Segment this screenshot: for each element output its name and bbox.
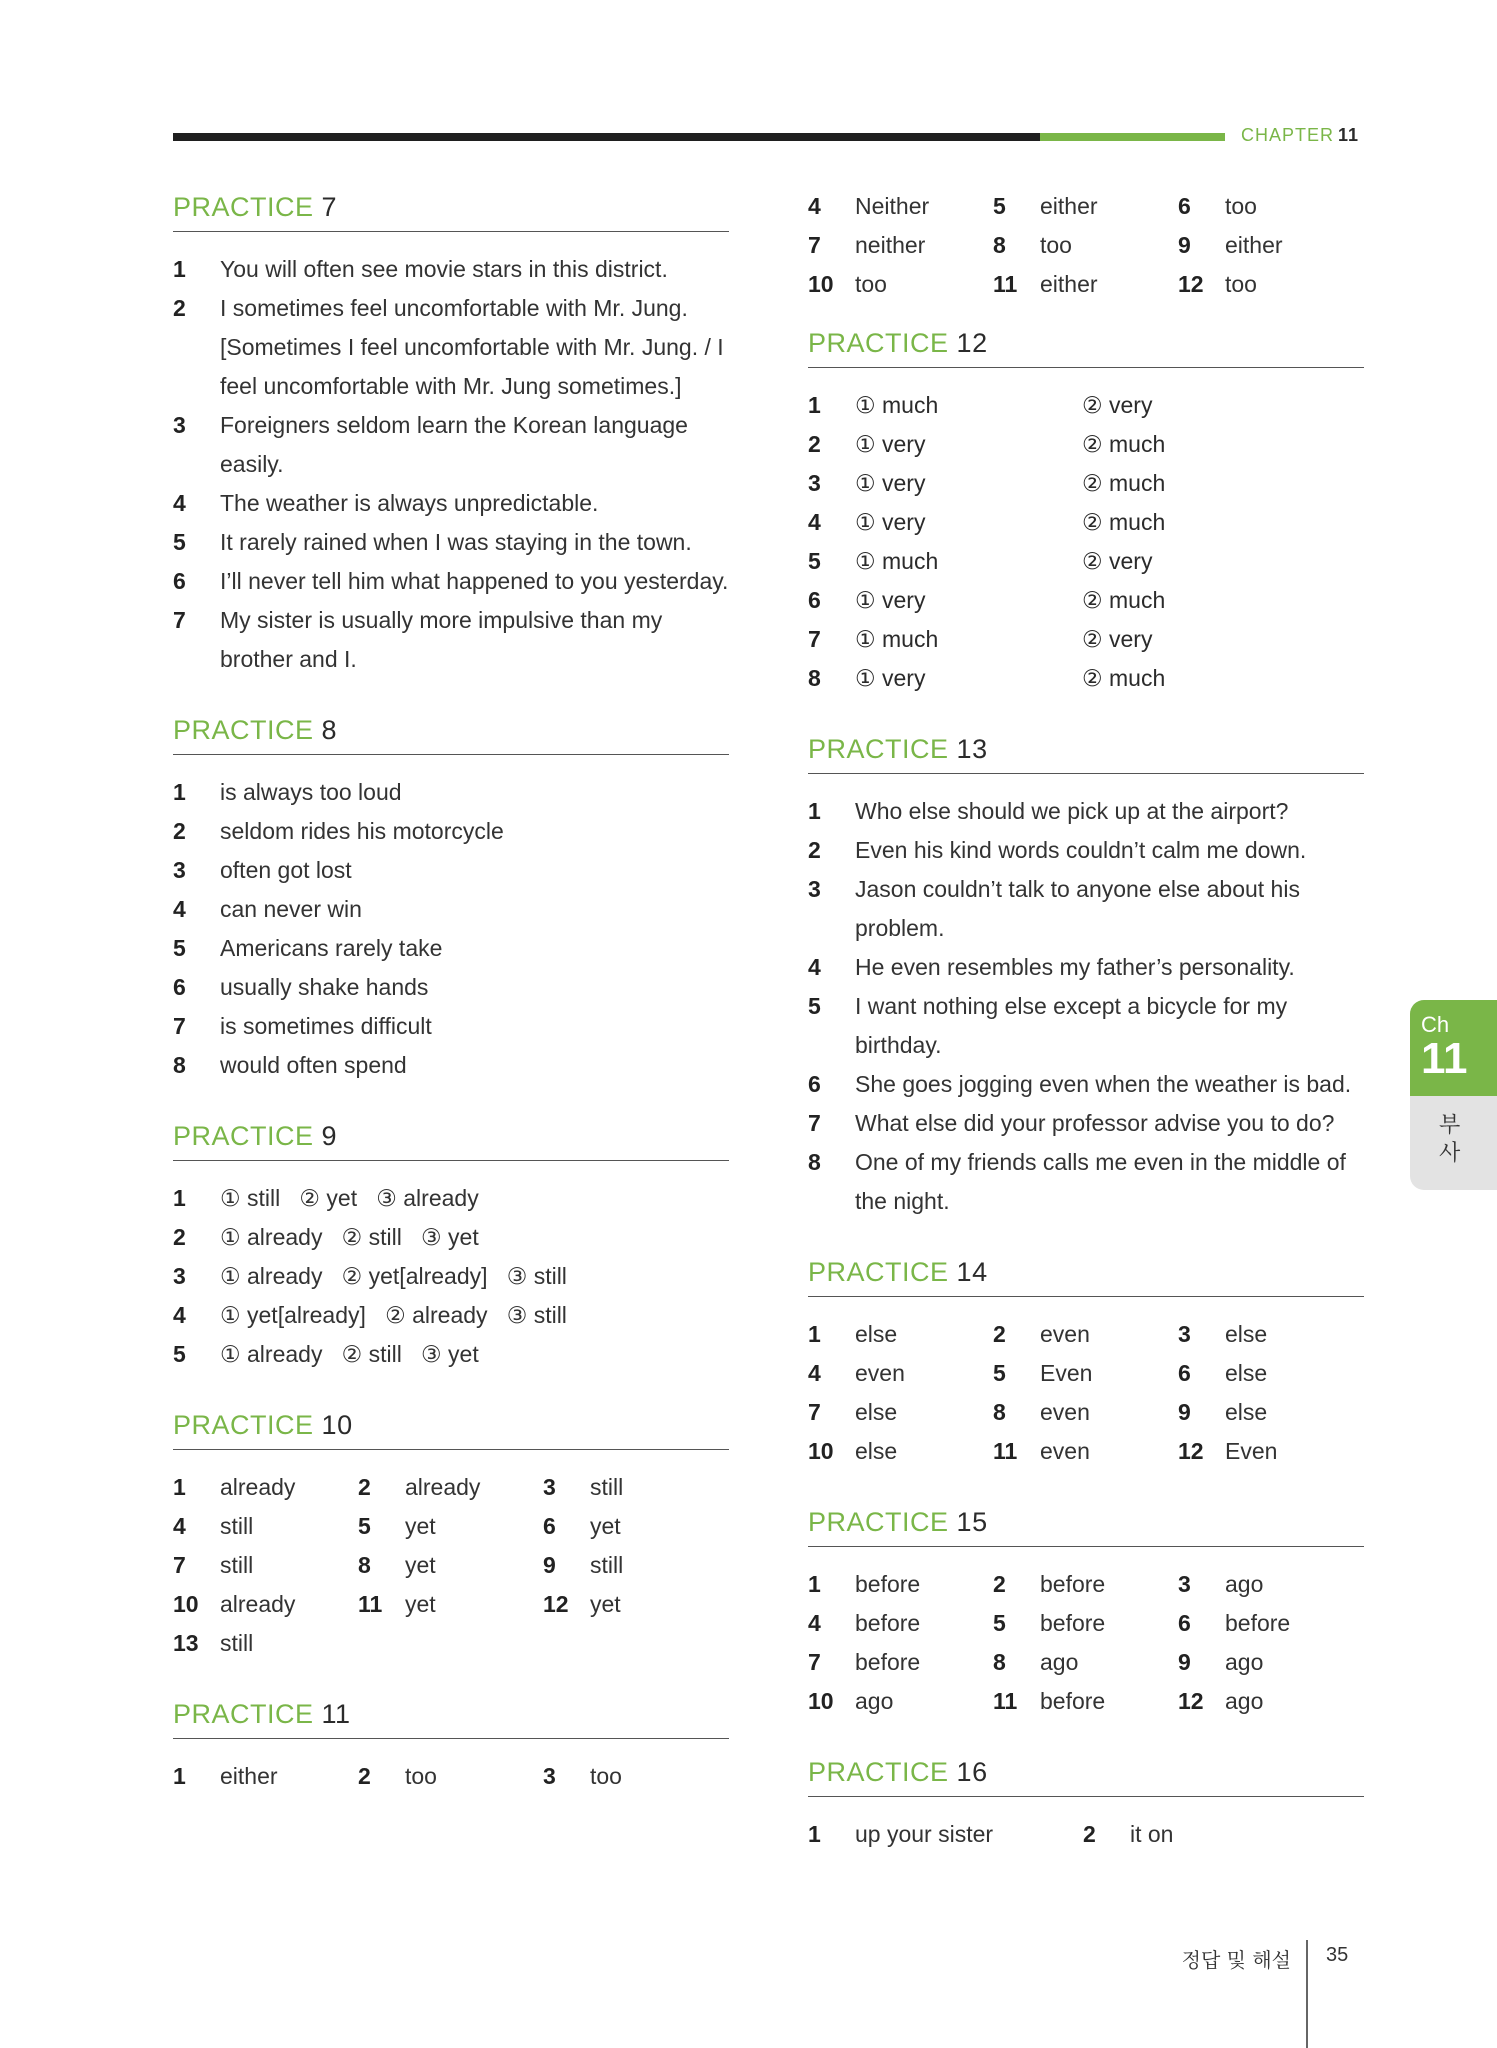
answer-cell: 2 it on [1083,1821,1174,1847]
practice-13 [808,732,1364,1221]
list-item: 1 You will often see movie stars in this district. [173,256,668,282]
answer-cell: 3 else [1178,1321,1268,1347]
list-item: 1 ① much ② very [808,392,1153,418]
answer-cell: 2 even [993,1321,1090,1347]
list-item: 6 I’ll never tell him what happened to you yesterday. [173,568,729,594]
list-item: 5 It rarely rained when I was staying in the town. [173,529,692,555]
chapter-number: 11 [1338,125,1360,145]
answer-cell: 1 already [173,1474,296,1500]
answer-cell: 7 still [173,1552,254,1578]
answer-cell: 1 before [808,1571,921,1597]
answer-cell: 12 too [1178,271,1257,297]
answer-cell: 3 ago [1178,1571,1264,1597]
list-item: 6 She goes jogging even when the weather is bad. [808,1071,1352,1097]
list-item: 4 ① very ② much [808,509,1166,535]
side-tab-number: 11 [1421,1034,1468,1083]
answer-cell: 9 ago [1178,1649,1264,1675]
answer-cell: 7 before [808,1649,921,1675]
list-item: 7 My sister is usually more impulsive than my brother and I. [173,607,663,672]
list-item: 6 usually shake hands [173,974,429,1000]
list-item: 5 I want nothing else except a bicycle for my birthday. [808,993,1288,1058]
list-item: 3 Jason couldn’t talk to anyone else about his problem. [808,876,1300,941]
practice-8 [173,713,729,1085]
list-item: 3 ① already ② yet[already] ③ still [173,1263,567,1289]
header-rule-dark [173,133,1040,141]
answer-cell: 10 too [808,271,887,297]
practice-7 [173,190,729,679]
chapter-header [1241,125,1359,146]
practice-15 [808,1505,1364,1721]
answer-cell: 10 else [808,1438,898,1464]
practice-10-title: PRACTICE 10 [173,1408,729,1450]
answer-cell: 10 ago [808,1688,894,1714]
list-item: 6 ① very ② much [808,587,1166,613]
list-item: 2 ① already ② still ③ yet [173,1224,479,1250]
list-item: 1 ① still ② yet ③ already [173,1185,479,1211]
list-item: 8 would often spend [173,1052,407,1078]
list-item: 2 seldom rides his motorcycle [173,818,504,844]
answer-cell: 4 Neither [808,193,930,219]
chapter-side-tab[interactable] [1410,1000,1497,1190]
answer-cell: 8 even [993,1399,1090,1425]
answer-cell: 3 still [543,1474,624,1500]
list-item: 7 What else did your professor advise you to do? [808,1110,1335,1136]
answer-cell: 6 too [1178,193,1257,219]
practice-14 [808,1255,1364,1471]
answer-cell: 9 either [1178,232,1283,258]
practice-16 [808,1755,1364,1854]
practice-11 [173,1697,729,1796]
answer-cell: 2 already [358,1474,481,1500]
answer-cell: 2 too [358,1763,437,1789]
answer-cell: 13 still [173,1630,254,1656]
answer-cell: 9 else [1178,1399,1268,1425]
answer-cell: 12 Even [1178,1438,1278,1464]
footer-section-title: 정답 및 해설 [1181,1948,1291,1972]
list-item: 2 Even his kind words couldn’t calm me down. [808,837,1307,863]
answer-cell: 8 yet [358,1552,436,1578]
list-item: 8 One of my friends calls me even in the middle of the night. [808,1149,1346,1214]
practice-9-title: PRACTICE 9 [173,1119,729,1161]
answer-cell: 3 too [543,1763,622,1789]
practice-8-title: PRACTICE 8 [173,713,729,755]
answer-cell: 1 either [173,1763,278,1789]
answer-cell: 6 else [1178,1360,1268,1386]
header-rule-green [1040,133,1225,141]
answer-cell: 11 either [993,271,1098,297]
list-item: 4 ① yet[already] ② already ③ still [173,1302,567,1328]
answer-cell: 7 neither [808,232,926,258]
right-column [808,190,1364,1888]
side-tab-korean-title: 부사 [1439,1113,1461,1166]
answer-cell: 6 yet [543,1513,621,1539]
list-item: 8 ① very ② much [808,665,1166,691]
answer-cell: 4 still [173,1513,254,1539]
page-number: 35 [1326,1944,1349,1966]
practice-7-title: PRACTICE 7 [173,190,729,232]
answer-cell: 4 before [808,1610,921,1636]
list-item: 7 ① much ② very [808,626,1153,652]
list-item: 2 ① very ② much [808,431,1166,457]
answer-cell: 11 before [993,1688,1106,1714]
chapter-label: CHAPTER [1241,125,1335,145]
answer-cell: 11 even [993,1438,1090,1464]
list-item: 5 ① already ② still ③ yet [173,1341,479,1367]
answer-cell: 9 still [543,1552,624,1578]
answer-cell: 1 else [808,1321,898,1347]
answer-cell: 11 yet [358,1591,436,1617]
list-item: 3 often got lost [173,857,352,883]
list-item: 4 The weather is always unpredictable. [173,490,599,516]
practice-13-title: PRACTICE 13 [808,732,1364,774]
practice-16-title: PRACTICE 16 [808,1755,1364,1797]
answer-cell: 10 already [173,1591,296,1617]
list-item: 7 is sometimes difficult [173,1013,432,1039]
practice-12-title: PRACTICE 12 [808,326,1364,368]
list-item: 5 Americans rarely take [173,935,443,961]
answer-cell: 5 before [993,1610,1106,1636]
answer-cell: 12 ago [1178,1688,1264,1714]
list-item: 2 I sometimes feel uncomfortable with Mr. Jung. [Sometimes I feel uncomfortable with Mr. Jung. / I feel uncomfortable with Mr. Jung sometimes.] [173,295,724,399]
answer-cell: 5 yet [358,1513,436,1539]
list-item: 3 ① very ② much [808,470,1166,496]
answer-cell: 8 too [993,232,1072,258]
side-tab-ch-label: Ch [1421,1012,1450,1037]
list-item: 5 ① much ② very [808,548,1153,574]
answer-cell: 6 before [1178,1610,1291,1636]
answer-cell: 12 yet [543,1591,621,1617]
practice-9 [173,1119,729,1374]
list-item: 1 Who else should we pick up at the airport? [808,798,1289,824]
practice-14-title: PRACTICE 14 [808,1255,1364,1297]
answer-cell: 5 either [993,193,1098,219]
answer-cell: 5 Even [993,1360,1093,1386]
answer-cell: 2 before [993,1571,1106,1597]
list-item: 3 Foreigners seldom learn the Korean language easily. [173,412,688,477]
answer-cell: 1 up your sister [808,1821,994,1847]
footer-divider [1306,1940,1308,2048]
practice-11-title: PRACTICE 11 [173,1697,729,1739]
answer-cell: 7 else [808,1399,898,1425]
list-item: 4 can never win [173,896,362,922]
practice-12 [808,326,1364,698]
list-item: 4 He even resembles my father’s personality. [808,954,1295,980]
left-column [173,190,729,1830]
answer-cell: 8 ago [993,1649,1079,1675]
practice-11-continued [808,187,1364,304]
list-item: 1 is always too loud [173,779,402,805]
practice-10 [173,1408,729,1663]
practice-15-title: PRACTICE 15 [808,1505,1364,1547]
answer-cell: 4 even [808,1360,905,1386]
